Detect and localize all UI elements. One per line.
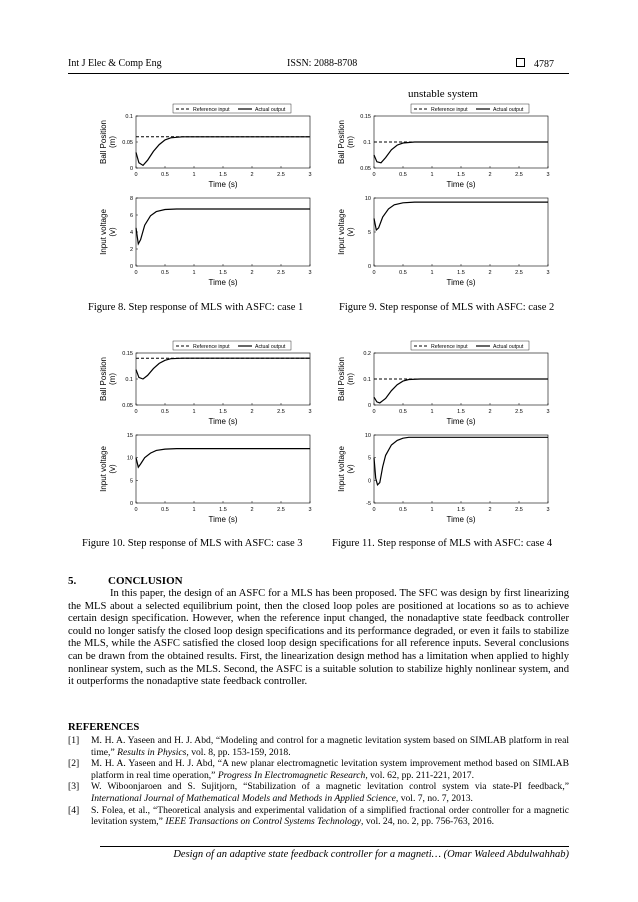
x-tick-label: 1.5	[457, 409, 465, 415]
x-tick-label: 2.5	[515, 507, 523, 513]
y-tick-label: 0	[367, 478, 371, 485]
reference-item	[68, 805, 569, 828]
x-tick-label: 0	[134, 409, 138, 415]
x-tick-label: 0	[372, 409, 376, 415]
x-tick-label: 3	[546, 270, 550, 276]
footer-rule	[100, 846, 569, 847]
y-tick-label: 5	[367, 230, 371, 236]
figure-8-caption: Figure 8. Step response of MLS with ASFC: case 1	[88, 302, 304, 313]
x-tick-label: 2.5	[515, 409, 523, 415]
section-number: 5.	[68, 575, 77, 587]
x-tick-label: 0	[372, 270, 376, 276]
references-list	[68, 735, 569, 828]
x-tick-label: 1.5	[219, 172, 227, 178]
x-tick-label: 0	[134, 507, 138, 513]
figure-10-caption: Figure 10. Step response of MLS with ASFC: case 3	[82, 538, 303, 549]
x-axis-label: Time (s)	[446, 515, 476, 524]
section-heading	[68, 575, 183, 587]
plot-frame	[374, 198, 548, 266]
figure-9-chart	[326, 100, 566, 287]
x-tick-label: 0	[372, 507, 376, 513]
x-tick-label: 0.5	[399, 507, 407, 513]
y-tick-label: 0.05	[360, 166, 371, 172]
y-axis-label: Input voltage	[337, 446, 346, 492]
y-axis-label: Ball Position	[337, 356, 346, 402]
y-axis-label: Input voltage	[99, 209, 108, 255]
actual-output-line	[136, 137, 310, 166]
y-tick-label: 4	[129, 230, 133, 236]
legend-label: Actual output	[493, 344, 524, 350]
x-tick-label: 1.5	[219, 270, 227, 276]
plot-frame	[136, 435, 310, 503]
x-axis-label: Time (s)	[446, 417, 476, 426]
y-tick-label: 0.1	[363, 140, 371, 146]
y-tick-label: 0.2	[363, 351, 371, 357]
x-tick-label: 2.5	[277, 172, 285, 178]
y-axis-label: (m)	[108, 136, 117, 148]
unstable-system-note: unstable system	[408, 88, 478, 100]
y-axis-label: (v)	[108, 227, 117, 237]
y-tick-label: 0.05	[122, 403, 133, 409]
y-axis-label: Ball Position	[99, 119, 108, 165]
x-tick-label: 0.5	[161, 409, 169, 415]
x-axis-label: Time (s)	[208, 515, 238, 524]
y-tick-label: 0.1	[363, 377, 371, 383]
y-axis-label: (m)	[108, 373, 117, 385]
x-tick-label: 3	[308, 409, 312, 415]
y-axis-label: (v)	[346, 464, 355, 474]
running-header-page	[516, 58, 554, 70]
y-tick-label: 0.1	[125, 377, 133, 383]
reference-item	[68, 735, 569, 758]
reference-details: , vol. 62, pp. 211-221, 2017.	[365, 769, 474, 781]
x-axis-label: Time (s)	[208, 278, 238, 287]
x-tick-label: 3	[546, 507, 550, 513]
legend-label: Reference input	[193, 107, 230, 113]
actual-output-line	[136, 209, 310, 244]
running-footer: Design of an adaptive state feedback controller for a magneti… (Omar Waleed Abdulwahhab)	[173, 849, 569, 860]
y-tick-label: 5	[367, 455, 371, 462]
x-tick-label: 0.5	[399, 172, 407, 178]
legend-label: Actual output	[493, 107, 524, 113]
x-axis-label: Time (s)	[208, 417, 238, 426]
x-tick-label: 2	[250, 507, 254, 513]
x-tick-label: 1	[430, 507, 434, 513]
y-tick-label: -5	[366, 501, 371, 507]
legend-label: Reference input	[193, 344, 230, 350]
reference-venue: IEEE Transactions on Control Systems Technology	[165, 816, 362, 828]
legend-label: Reference input	[431, 107, 468, 113]
y-tick-label: 0	[129, 501, 133, 507]
y-tick-label: 15	[126, 433, 133, 439]
x-axis-label: Time (s)	[446, 278, 476, 287]
reference-item	[68, 781, 569, 804]
x-tick-label: 1	[192, 172, 196, 178]
x-tick-label: 2	[488, 507, 492, 513]
actual-output-line	[374, 379, 548, 403]
y-tick-label: 0	[129, 166, 133, 172]
y-tick-label: 5	[129, 478, 133, 485]
reference-details: , vol. 8, pp. 153-159, 2018.	[186, 746, 291, 758]
x-tick-label: 1	[192, 409, 196, 415]
running-header-journal: Int J Elec & Comp Eng	[68, 58, 162, 69]
y-tick-label: 0	[367, 264, 371, 270]
y-axis-label: (v)	[108, 464, 117, 474]
actual-output-line	[374, 202, 548, 230]
x-tick-label: 1.5	[457, 172, 465, 178]
legend-label: Reference input	[431, 344, 468, 350]
y-tick-label: 0.15	[122, 351, 133, 357]
x-tick-label: 2.5	[277, 409, 285, 415]
x-tick-label: 2.5	[515, 172, 523, 178]
section-title: CONCLUSION	[108, 575, 183, 587]
y-axis-label: (m)	[346, 373, 355, 385]
x-tick-label: 0.5	[161, 507, 169, 513]
x-tick-label: 0	[134, 172, 138, 178]
x-tick-label: 1	[192, 270, 196, 276]
square-icon	[516, 58, 525, 67]
y-tick-label: 0	[367, 403, 371, 409]
x-tick-label: 0.5	[399, 270, 407, 276]
y-tick-label: 0	[129, 264, 133, 270]
y-tick-label: 0.1	[125, 114, 133, 120]
figure-11-caption: Figure 11. Step response of MLS with ASFC: case 4	[332, 538, 553, 549]
y-axis-label: Input voltage	[337, 209, 346, 255]
actual-output-line	[374, 437, 548, 485]
actual-output-line	[374, 142, 548, 163]
x-tick-label: 3	[546, 172, 550, 178]
y-tick-label: 8	[129, 196, 133, 202]
reference-details: , vol. 7, no. 7, 2013.	[395, 792, 473, 804]
x-tick-label: 2	[488, 270, 492, 276]
x-tick-label: 2	[250, 172, 254, 178]
running-header-issn: ISSN: 2088-8708	[287, 58, 358, 69]
y-tick-label: 2	[129, 247, 133, 253]
y-tick-label: 10	[126, 455, 133, 462]
x-tick-label: 1.5	[219, 507, 227, 513]
reference-item	[68, 758, 569, 781]
actual-output-line	[136, 358, 310, 379]
y-axis-label: Ball Position	[99, 356, 108, 402]
reference-number: [4]	[68, 804, 80, 816]
reference-number: [3]	[68, 781, 80, 793]
x-tick-label: 2.5	[277, 507, 285, 513]
x-tick-label: 2	[488, 172, 492, 178]
x-tick-label: 1	[430, 172, 434, 178]
legend-label: Actual output	[255, 344, 286, 350]
plot-frame	[136, 353, 310, 405]
figure-11-chart	[326, 337, 566, 524]
x-tick-label: 0	[372, 172, 376, 178]
x-tick-label: 0	[134, 270, 138, 276]
plot-frame	[136, 198, 310, 266]
x-axis-label: Time (s)	[208, 180, 238, 189]
figure-8-chart	[88, 100, 328, 287]
x-tick-label: 2	[488, 409, 492, 415]
reference-text: M. H. A. Yaseen and H. J. Abd, “A new planar electromagnetic levitation system improvement method based on SIMLAB platform in real time operation,”	[91, 758, 569, 781]
x-tick-label: 3	[308, 270, 312, 276]
x-tick-label: 2.5	[515, 270, 523, 276]
y-axis-label: (v)	[346, 227, 355, 237]
x-tick-label: 3	[546, 409, 550, 415]
figure-9-caption: Figure 9. Step response of MLS with ASFC: case 2	[339, 302, 555, 313]
x-tick-label: 2	[250, 409, 254, 415]
y-tick-label: 10	[364, 196, 371, 202]
x-tick-label: 1	[430, 270, 434, 276]
y-tick-label: 10	[364, 433, 371, 439]
y-axis-label: Input voltage	[99, 446, 108, 492]
x-tick-label: 1	[430, 409, 434, 415]
y-axis-label: Ball Position	[337, 119, 346, 165]
actual-output-line	[136, 449, 310, 468]
x-tick-label: 0.5	[161, 270, 169, 276]
x-tick-label: 3	[308, 172, 312, 178]
x-tick-label: 0.5	[399, 409, 407, 415]
reference-number: [2]	[68, 758, 80, 770]
x-tick-label: 1	[192, 507, 196, 513]
reference-text: M. H. A. Yaseen and H. J. Abd, “Modeling and control for a magnetic levitation system based on SIMLAB platform in real time,”	[91, 735, 569, 758]
x-tick-label: 1.5	[457, 270, 465, 276]
x-axis-label: Time (s)	[446, 180, 476, 189]
reference-number: [1]	[68, 735, 80, 746]
x-tick-label: 1.5	[219, 409, 227, 415]
references-heading: REFERENCES	[68, 722, 140, 733]
reference-venue: International Journal of Mathematical Models and Methods in Applied Science	[91, 792, 396, 804]
x-tick-label: 0.5	[161, 172, 169, 178]
reference-details: , vol. 24, no. 2, pp. 756-763, 2016.	[361, 816, 495, 828]
conclusion-paragraph: In this paper, the design of an ASFC for a MLS has been proposed. The SFC was design by first linearizing the MLS about a selected equilibrium point, then the closed loop poles are positioned at locations so as to achieve certain design specification. However, when the reference input changed, the nonadaptive state feedback controller could no longer satisfy the closed loop design specifications and its performance degraded, or even it fails to stabilize the MLS, while the ASFC satisfied the closed loop design specifications for all reference inputs. Several conclusions can be drawn from the obtained results. First, the linearization design method has a limitation when applied to highly nonlinear system, such as the MLS. Second, the ASFC is a suitable solution to stabilize highly nonlinear system, and it outperforms the nonadaptive state feedback controller.	[68, 588, 569, 688]
figure-10-chart	[88, 337, 328, 524]
reference-venue: Progress In Electromagnetic Research	[217, 769, 366, 781]
reference-text: W. Wiboonjaroen and S. Sujitjorn, “Stabilization of a magnetic levitation control system via state-PI feedback,”	[91, 781, 569, 793]
page-number: 4787	[534, 59, 554, 70]
y-tick-label: 0.05	[122, 140, 133, 146]
y-tick-label: 6	[129, 213, 133, 219]
reference-venue: Results in Physics	[117, 746, 187, 758]
x-tick-label: 1.5	[457, 507, 465, 513]
x-tick-label: 2	[250, 270, 254, 276]
y-axis-label: (m)	[346, 136, 355, 148]
x-tick-label: 3	[308, 507, 312, 513]
plot-frame	[374, 435, 548, 503]
reference-text: S. Folea, et al., “Theoretical analysis and experimental validation of a simplified fractional order controller for a magnetic levitation system,”	[91, 804, 569, 828]
y-tick-label: 0.15	[360, 114, 371, 120]
header-rule	[68, 73, 569, 74]
legend-label: Actual output	[255, 107, 286, 113]
x-tick-label: 2.5	[277, 270, 285, 276]
